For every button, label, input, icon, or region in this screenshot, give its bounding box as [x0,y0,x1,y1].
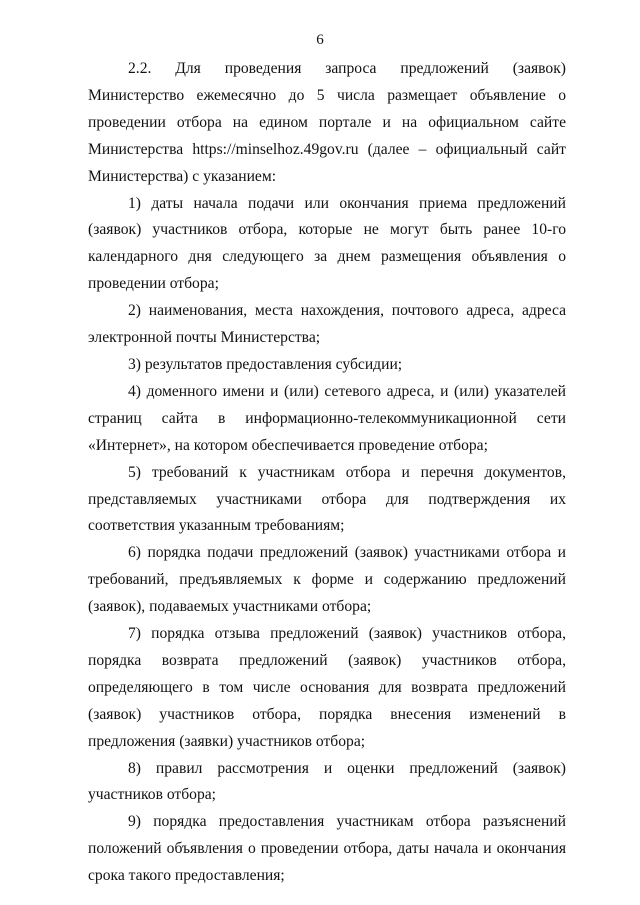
list-item-6: 6) порядка подачи предложений (заявок) участниками отбора и требований, предъявляемых к форме и содержанию предложений (заявок), подаваемых участниками отбора; [88,544,566,616]
document-body [88,56,566,890]
list-item-7: 7) порядка отзыва предложений (заявок) участников отбора, порядка возврата предложений (заявок) участников отбора, определяющего в том числе основания для возврата предложений (заявок) участников отбора, порядка внесения изменений в предложения (заявки) участников отбора; [88,625,566,750]
list-item-5: 5) требований к участникам отбора и перечня документов, представляемых участниками отбора для подтверждения их соответствия указанным требованиям; [88,463,566,535]
list-item-3: 3) результатов предоставления субсидии; [128,355,403,373]
list-item-4: 4) доменного имени и (или) сетевого адреса, и (или) указателей страниц сайта в информационно-телекоммуникационной сети «Интернет», на котором обеспечивается проведение отбора; [88,382,566,454]
paragraph-2-2: 2.2. Для проведения запроса предложений (заявок) Министерство ежемесячно до 5 числа размещает объявление о проведении отбора на едином портале и на официальном сайте Министерства https://minselhoz.49gov.ru (далее – официальный сайт Министерства) с указанием: [88,60,566,185]
page-number: 6 [316,32,324,48]
list-item-8: 8) правил рассмотрения и оценки предложений (заявок) участников отбора; [88,759,566,804]
list-item-1: 1) даты начала подачи или окончания приема предложений (заявок) участников отбора, которые не могут быть ранее 10-го календарного дня следующего за днем размещения объявления о проведении отбора; [88,194,566,293]
list-item-9: 9) порядка предоставления участникам отбора разъяснений положений объявления о проведении отбора, даты начала и окончания срока такого предоставления; [88,813,566,885]
list-item-2: 2) наименования, места нахождения, почтового адреса, адреса электронной почты Министерства; [88,302,566,347]
